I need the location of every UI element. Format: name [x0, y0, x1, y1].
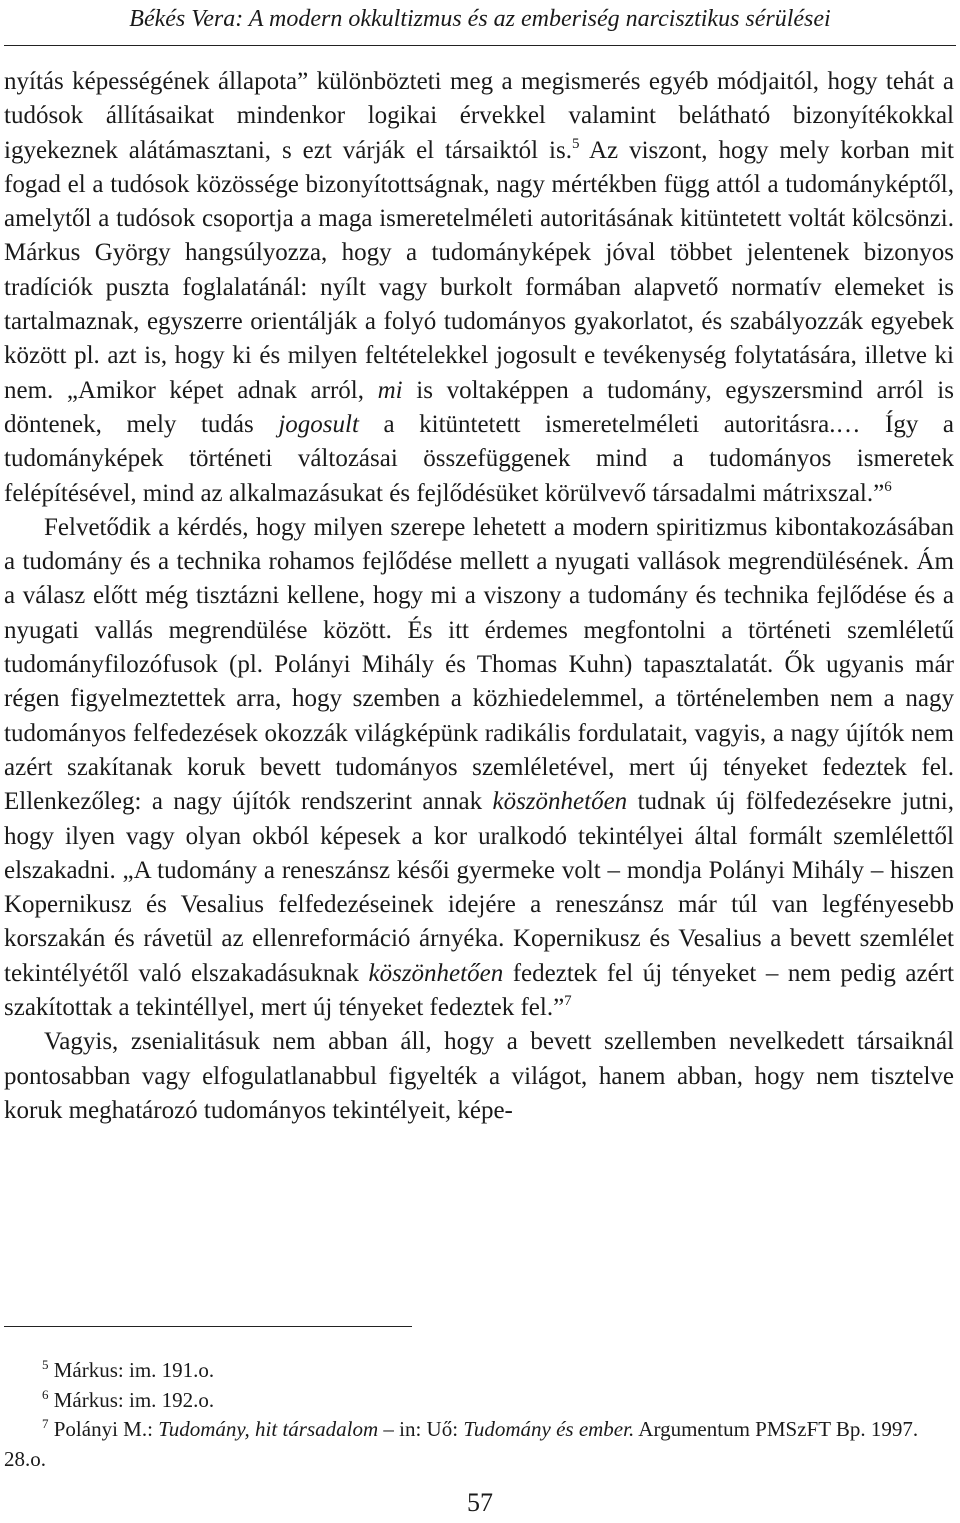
italic-text: köszönhetően	[492, 788, 628, 816]
italic-text: köszönhetően	[368, 959, 504, 987]
paragraph-2: Felvetődik a kérdés, hogy milyen szerepe lehetett a modern spiritizmus kibontakozásában a tudomány és a technika rohamos fejlődése mellett a nyugati vallások megrendülésének. Ám a válasz előtt még tisztázni kellene, hogy mi a viszony a tudomány és technika fejlődése és a nyugati vallás megrendülése között. És itt érdemes megfontolni a történeti szemléletű tudományfilozófusok (pl. Polányi Mihály és Thomas Kuhn) tapasztalatát. Ők ugyanis már régen figyelmeztettek arra, hogy szemben a közhiedelemmel, a történelemben nem a nagy tudományos felfedezések okozzák világképünk radikális fordulatait, vagyis, a nagy újítók nem azért szakítanak koruk bevett tudományos szemléletével, mert új tényeket fedeztek fel. Ellenkezőleg: a nagy újítók rendszerint annak köszönhetően tudnak új fölfedezésekre jutni, hogy ilyen vagy olyan okból képesek a kor uralkodó tekintélyei által formált szemlélettől elszakadni. „A tudomány a reneszánsz késői gyermeke volt – mondja Polányi Mihály – hiszen Kopernikusz és Vesalius felfedezéseinek idejére a reneszánsz már túl van legfényesebb korszakán és rávetül az ellenreformáció árnyéka. Kopernikusz és Vesalius a bevett szemlélet tekintélyétől való elszakadásuknak köszönhetően fedeztek fel új tényeket – nem pedig azért szakítottak a tekintéllyel, mert új tényeket fedeztek fel.”$^7$	[4, 513, 954, 1022]
italic-text: Tudomány, hit társadalom	[158, 1417, 379, 1441]
footnotes	[4, 1356, 954, 1474]
italic-text: mi	[377, 376, 403, 404]
footnote-marker: 6	[884, 478, 892, 495]
paragraph-3: Vagyis, zsenialitásuk nem abban áll, hogy a bevett szellemben nevelkedett társaiknál pontosabban vagy elfogulatlanabbul figyelték a világot, hanem abban, hogy nem tisztelve koruk meghatározó tudományos tekintélyeit, képe-	[4, 1028, 954, 1124]
italic-text: Tudomány és ember.	[463, 1417, 635, 1441]
body-text	[4, 65, 954, 1128]
footnote-marker: 5	[42, 1357, 49, 1372]
header-rule	[4, 45, 956, 46]
page-number: 57	[467, 1488, 493, 1517]
footnote-5: $^5$ Márkus: im. 191.o.	[42, 1357, 215, 1382]
paragraph-1: nyítás képességének állapota” különbözteti meg a megismerés egyéb módjaitól, hogy tehát a tudósok állításaikat mindenkor logikai érvekkel valamint belátható bizonyítékokkal igyekeznek alátámasztani, s ezt várják el társaiktól is.$^5$ Az viszont, hogy mely korban mit fogad el a tudósok közössége bizonyítottságnak, nagy mértékben függ attól a tudományképtől, amelytől a tudósok csoportja a maga ismeretelméleti autoritásának kitüntetett voltát kölcsönzi. Márkus György hangsúlyozza, hogy a tudományképek jóval többet jelentenek bizonyos tradíciók puszta foglalatánál: nyílt vagy burkolt formában alapvető normatív elemeket is tartalmaznak, egyszerre orientálják a folyó tudományos gyakorlatot, és szabályozzák egyebek között pl. azt is, hogy ki és milyen feltételekkel jogosult e tevékenység folytatására, illetve ki nem. „Amikor képet adnak arról, mi is voltaképpen a tudomány, egyszersmind arról is döntenek, mely tudás jogosult a kitüntetett ismeretelméleti autoritásra.… Így a tudományképek történeti változásai összefüggenek mind a tudományos ismeretek felépítésével, mind az alkalmazásukat és fejlődésüket körülvevő társadalmi mátrixszal.”$^6$	[4, 68, 955, 507]
footnote-marker: 6	[42, 1386, 49, 1402]
footnote-7: $^7$ Polányi M.: Tudomány, hit társadalom – in: Uő: Tudomány és ember. Argumentum PMSzFT Bp. 1997. 28.o.	[4, 1416, 919, 1471]
footnote-marker: 5	[571, 135, 580, 152]
footnote-6: $^6$ Márkus: im. 192.o.	[42, 1386, 215, 1412]
italic-text: jogosult	[278, 410, 359, 438]
footnote-marker: 7	[564, 993, 572, 1010]
footnote-marker: 7	[42, 1416, 49, 1431]
footnote-rule	[4, 1326, 412, 1327]
running-head: Békés Vera: A modern okkultizmus és az emberiség narcisztikus sérülései	[129, 6, 831, 32]
